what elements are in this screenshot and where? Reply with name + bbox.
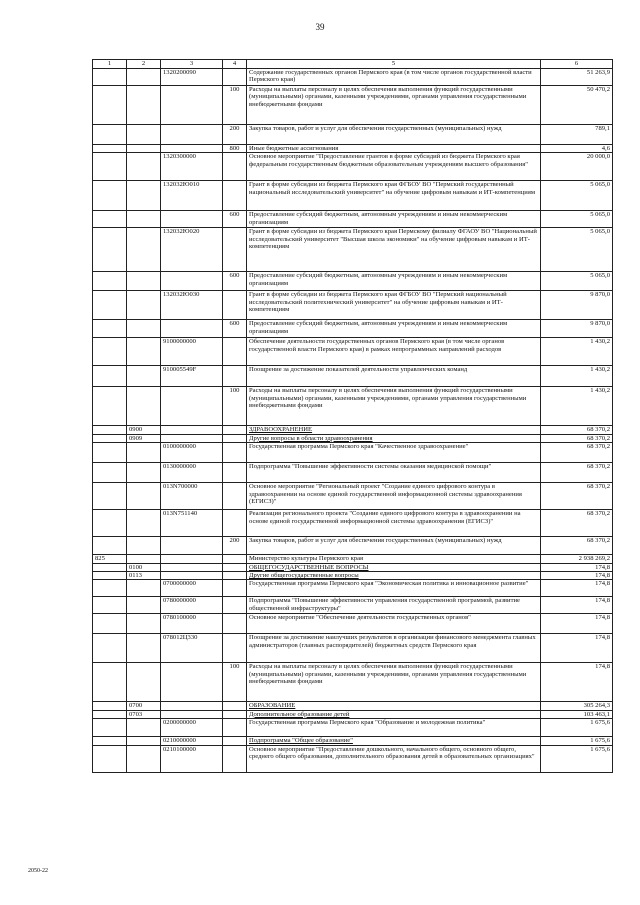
ministry-code-cell [93,634,127,663]
expense-type-cell [223,634,247,663]
ministry-code-cell [93,597,127,614]
amount-cell: 68 370,2 [541,537,613,555]
header-col-2: 2 [127,60,161,69]
description-cell: Грант в форме субсидии из бюджета Пермского края ФГБОУ ВО "Пермский государственный национальный исследовательский университет" на обучение цифровым навыкам и ИТ-компетенциям [247,181,541,211]
description-cell: Предоставление субсидий бюджетным, автономным учреждениям и иным некоммерческим организациям [247,211,541,228]
expense-type-cell [223,426,247,434]
target-item-cell [161,145,223,153]
amount-cell: 4,6 [541,145,613,153]
target-item-cell: 078012Ц330 [161,634,223,663]
table-row [93,338,613,366]
ministry-code-cell [93,426,127,434]
expense-type-cell [223,572,247,580]
target-item-cell: 132032Ю030 [161,291,223,320]
ministry-code-cell [93,537,127,555]
amount-cell: 5 065,0 [541,181,613,211]
amount-cell: 174,8 [541,580,613,597]
description-cell: Основное мероприятие "Предоставление грантов в форме субсидий из бюджета Пермского края федеральным государственным бюджетным образовательным учреждениям высшего образования" [247,153,541,181]
table-row [93,272,613,291]
expense-type-cell [223,710,247,718]
expense-type-cell [223,597,247,614]
section-code-cell [127,228,161,272]
expense-type-cell [223,434,247,442]
description-cell: Другие вопросы в области здравоохранения [247,434,541,442]
description-cell: Закупка товаров, работ и услуг для обеспечения государственных (муниципальных) нужд [247,125,541,145]
description-cell: Основное мероприятие "Региональный проект "Создание единого цифрового контура в здравоохранении на основе единой государственной информационной системы здравоохранения (ЕГИСЗ)" [247,483,541,510]
section-code-cell: 0900 [127,426,161,434]
section-code-cell [127,211,161,228]
ministry-code-cell [93,463,127,483]
table-row [93,125,613,145]
amount-cell: 50 470,2 [541,86,613,125]
amount-cell: 68 370,2 [541,426,613,434]
ministry-code-cell [93,710,127,718]
ministry-code-cell [93,125,127,145]
description-cell: Расходы на выплаты персоналу в целях обеспечения выполнения функций государственными (муниципальными) органами, казенными учреждениями, органами управления государственными внебюджетными фондами [247,86,541,125]
ministry-code-cell [93,291,127,320]
description-cell: Иные бюджетные ассигнования [247,145,541,153]
expense-type-cell [223,443,247,463]
table-row [93,291,613,320]
header-col-6: 6 [541,60,613,69]
table-row [93,211,613,228]
table-row [93,572,613,580]
description-cell: Закупка товаров, работ и услуг для обеспечения государственных (муниципальных) нужд [247,537,541,555]
description-cell: Поощрение за достижение показателей деятельности управленческих команд [247,366,541,387]
section-code-cell [127,153,161,181]
table-row [93,563,613,571]
target-item-cell [161,555,223,563]
expense-type-cell: 600 [223,211,247,228]
description-cell: Грант в форме субсидии из бюджета Пермского края Пермскому филиалу ФГАОУ ВО "Национальный исследовательский университет "Высшая школа экономики" на обучение цифровым навыкам и ИТ-компетенциям [247,228,541,272]
ministry-code-cell [93,737,127,745]
table-row [93,228,613,272]
section-code-cell [127,443,161,463]
expense-type-cell [223,719,247,737]
expense-type-cell [223,228,247,272]
target-item-cell [161,537,223,555]
target-item-cell [161,86,223,125]
table-row [93,597,613,614]
table-row [93,69,613,86]
ministry-code-cell [93,338,127,366]
section-code-cell: 0909 [127,434,161,442]
target-item-cell: 910005549F [161,366,223,387]
amount-cell: 103 463,1 [541,710,613,718]
amount-cell: 174,8 [541,663,613,702]
amount-cell: 9 870,0 [541,291,613,320]
section-code-cell [127,597,161,614]
description-cell: Государственная программа Пермского края "Экономическая политика и инновационное развитие" [247,580,541,597]
amount-cell: 174,8 [541,614,613,634]
amount-cell: 174,8 [541,634,613,663]
expense-type-cell: 600 [223,320,247,338]
section-code-cell [127,366,161,387]
ministry-code-cell [93,443,127,463]
description-cell: Основное мероприятие "Обеспечение деятельности государственных органов" [247,614,541,634]
table-row [93,426,613,434]
section-code-cell: 0100 [127,563,161,571]
expense-type-cell [223,702,247,710]
table-row [93,537,613,555]
table-row [93,702,613,710]
target-item-cell [161,563,223,571]
ministry-code-cell [93,563,127,571]
target-item-cell [161,572,223,580]
ministry-code-cell [93,580,127,597]
target-item-cell [161,702,223,710]
table-row [93,483,613,510]
target-item-cell: 9100000000 [161,338,223,366]
table-row [93,320,613,338]
expense-type-cell: 100 [223,86,247,125]
expense-type-cell: 100 [223,663,247,702]
section-code-cell [127,291,161,320]
target-item-cell [161,710,223,718]
table-row [93,614,613,634]
section-code-cell [127,125,161,145]
table-row [93,663,613,702]
target-item-cell: 0130000000 [161,463,223,483]
amount-cell: 68 370,2 [541,434,613,442]
expense-type-cell [223,483,247,510]
target-item-cell: 132032Ю010 [161,181,223,211]
ministry-code-cell [93,86,127,125]
amount-cell: 5 065,0 [541,211,613,228]
table-row [93,710,613,718]
ministry-code-cell: 825 [93,555,127,563]
table-row [93,463,613,483]
section-code-cell [127,510,161,537]
ministry-code-cell [93,663,127,702]
description-cell: Дополнительное образование детей [247,710,541,718]
description-cell: ЗДРАВООХРАНЕНИЕ [247,426,541,434]
section-code-cell [127,634,161,663]
expense-type-cell [223,555,247,563]
description-cell: Подпрограмма "Общее образование" [247,737,541,745]
expense-type-cell [223,563,247,571]
expense-type-cell: 200 [223,537,247,555]
table-row [93,510,613,537]
table-row [93,153,613,181]
amount-cell: 68 370,2 [541,483,613,510]
section-code-cell [127,663,161,702]
target-item-cell: 0200000000 [161,719,223,737]
target-item-cell: 0780000000 [161,597,223,614]
section-code-cell [127,745,161,772]
target-item-cell [161,125,223,145]
section-code-cell [127,320,161,338]
target-item-cell [161,320,223,338]
target-item-cell: 0210000000 [161,737,223,745]
amount-cell: 51 263,9 [541,69,613,86]
description-cell: Реализация регионального проекта "Создание единого цифрового контура в здравоохранении на основе единой государственной информационной системы здравоохранения (ЕГИСЗ)" [247,510,541,537]
table-row [93,580,613,597]
amount-cell: 68 370,2 [541,463,613,483]
expense-type-cell [223,291,247,320]
description-cell: Основное мероприятие "Предоставление дошкольного, начального общего, основного общего, среднего общего образования, дополнительного образования детей в образовательных организациях" [247,745,541,772]
amount-cell: 1 675,6 [541,719,613,737]
expense-type-cell [223,69,247,86]
amount-cell: 1 675,6 [541,737,613,745]
description-cell: Обеспечение деятельности государственных органов Пермского края (в том числе органов государственной власти Пермского края) в рамках непрограммных направлений расходов [247,338,541,366]
expense-type-cell [223,338,247,366]
section-code-cell: 0703 [127,710,161,718]
description-cell: Предоставление субсидий бюджетным, автономным учреждениям и иным некоммерческим организациям [247,320,541,338]
expense-type-cell [223,153,247,181]
amount-cell: 174,8 [541,597,613,614]
section-code-cell [127,338,161,366]
expense-type-cell [223,181,247,211]
table-row [93,634,613,663]
ministry-code-cell [93,211,127,228]
amount-cell: 1 430,2 [541,338,613,366]
ministry-code-cell [93,272,127,291]
section-code-cell [127,387,161,426]
target-item-cell [161,434,223,442]
section-code-cell [127,145,161,153]
ministry-code-cell [93,719,127,737]
ministry-code-cell [93,702,127,710]
target-item-cell: 1320300000 [161,153,223,181]
expense-type-cell: 200 [223,125,247,145]
amount-cell: 20 000,0 [541,153,613,181]
description-cell: Грант в форме субсидии из бюджета Пермского края ФГБОУ ВО "Пермский национальный исследовательский политехнический университет" на обучение цифровым навыкам и ИТ-компетенциям [247,291,541,320]
expense-type-cell: 800 [223,145,247,153]
ministry-code-cell [93,320,127,338]
amount-cell: 68 370,2 [541,510,613,537]
table-row [93,555,613,563]
target-item-cell: 1320200090 [161,69,223,86]
target-item-cell [161,387,223,426]
target-item-cell: 013N700000 [161,483,223,510]
ministry-code-cell [93,434,127,442]
amount-cell: 174,8 [541,563,613,571]
description-cell: ОБЩЕГОСУДАРСТВЕННЫЕ ВОПРОСЫ [247,563,541,571]
ministry-code-cell [93,483,127,510]
target-item-cell: 0780100000 [161,614,223,634]
ministry-code-cell [93,228,127,272]
expense-type-cell [223,580,247,597]
description-cell: Расходы на выплаты персоналу в целях обеспечения выполнения функций государственными (муниципальными) органами, казенными учреждениями, органами управления государственными внебюджетными фондами [247,387,541,426]
ministry-code-cell [93,387,127,426]
amount-cell: 1 430,2 [541,387,613,426]
section-code-cell [127,614,161,634]
amount-cell: 68 370,2 [541,443,613,463]
expense-type-cell [223,366,247,387]
section-code-cell [127,483,161,510]
header-col-4: 4 [223,60,247,69]
amount-cell: 1 430,2 [541,366,613,387]
amount-cell: 174,8 [541,572,613,580]
table-row [93,737,613,745]
table-row [93,387,613,426]
ministry-code-cell [93,69,127,86]
ministry-code-cell [93,153,127,181]
expense-type-cell [223,510,247,537]
amount-cell: 2 938 269,2 [541,555,613,563]
target-item-cell [161,211,223,228]
header-col-3: 3 [161,60,223,69]
target-item-cell: 0700000000 [161,580,223,597]
section-code-cell: 0700 [127,702,161,710]
expense-type-cell [223,745,247,772]
section-code-cell [127,537,161,555]
section-code-cell [127,463,161,483]
expense-type-cell [223,463,247,483]
section-code-cell [127,272,161,291]
ministry-code-cell [93,745,127,772]
section-code-cell [127,86,161,125]
table-header-row [93,60,613,69]
budget-table [92,59,613,773]
table-row [93,745,613,772]
description-cell: Другие общегосударственные вопросы [247,572,541,580]
section-code-cell [127,719,161,737]
expense-type-cell [223,737,247,745]
expense-type-cell [223,614,247,634]
table-row [93,366,613,387]
section-code-cell [127,580,161,597]
target-item-cell [161,272,223,291]
table-row [93,145,613,153]
amount-cell: 1 675,6 [541,745,613,772]
expense-type-cell: 600 [223,272,247,291]
description-cell: Предоставление субсидий бюджетным, автономным учреждениям и иным некоммерческим организациям [247,272,541,291]
target-item-cell [161,663,223,702]
page-number: 39 [315,22,325,32]
table-row [93,434,613,442]
ministry-code-cell [93,366,127,387]
table-row [93,719,613,737]
section-code-cell [127,555,161,563]
target-item-cell: 013N751140 [161,510,223,537]
ministry-code-cell [93,181,127,211]
amount-cell: 5 065,0 [541,272,613,291]
description-cell: Министерство культуры Пермского края [247,555,541,563]
target-item-cell [161,426,223,434]
target-item-cell: 0210100000 [161,745,223,772]
header-col-1: 1 [93,60,127,69]
description-cell: Подпрограмма "Повышение эффективности управления государственной программой, развитие общественной инфраструктуры" [247,597,541,614]
description-cell: Государственная программа Пермского края "Образование и молодежная политика" [247,719,541,737]
expense-type-cell: 100 [223,387,247,426]
ministry-code-cell [93,145,127,153]
section-code-cell [127,181,161,211]
ministry-code-cell [93,614,127,634]
amount-cell: 305 264,3 [541,702,613,710]
table-row [93,443,613,463]
footer-code: 2050-22 [28,868,48,874]
amount-cell: 5 065,0 [541,228,613,272]
ministry-code-cell [93,510,127,537]
amount-cell: 9 870,0 [541,320,613,338]
description-cell: ОБРАЗОВАНИЕ [247,702,541,710]
section-code-cell: 0113 [127,572,161,580]
description-cell: Расходы на выплаты персоналу в целях обеспечения выполнения функций государственными (муниципальными) органами, казенными учреждениями, органами управления государственными внебюджетными фондами [247,663,541,702]
description-cell: Государственная программа Пермского края "Качественное здравоохранение" [247,443,541,463]
section-code-cell [127,69,161,86]
ministry-code-cell [93,572,127,580]
description-cell: Содержание государственных органов Пермского края (в том числе органов государственной власти Пермского края) [247,69,541,86]
target-item-cell: 132032Ю020 [161,228,223,272]
table-row [93,181,613,211]
target-item-cell: 0100000000 [161,443,223,463]
header-col-5: 5 [247,60,541,69]
table-row [93,86,613,125]
description-cell: Поощрение за достижение наилучших результатов в организации финансового менеджмента главных администраторов (главных распорядителей) бюджетных средств Пермского края [247,634,541,663]
amount-cell: 789,1 [541,125,613,145]
description-cell: Подпрограмма "Повышение эффективности системы оказания медицинской помощи" [247,463,541,483]
section-code-cell [127,737,161,745]
